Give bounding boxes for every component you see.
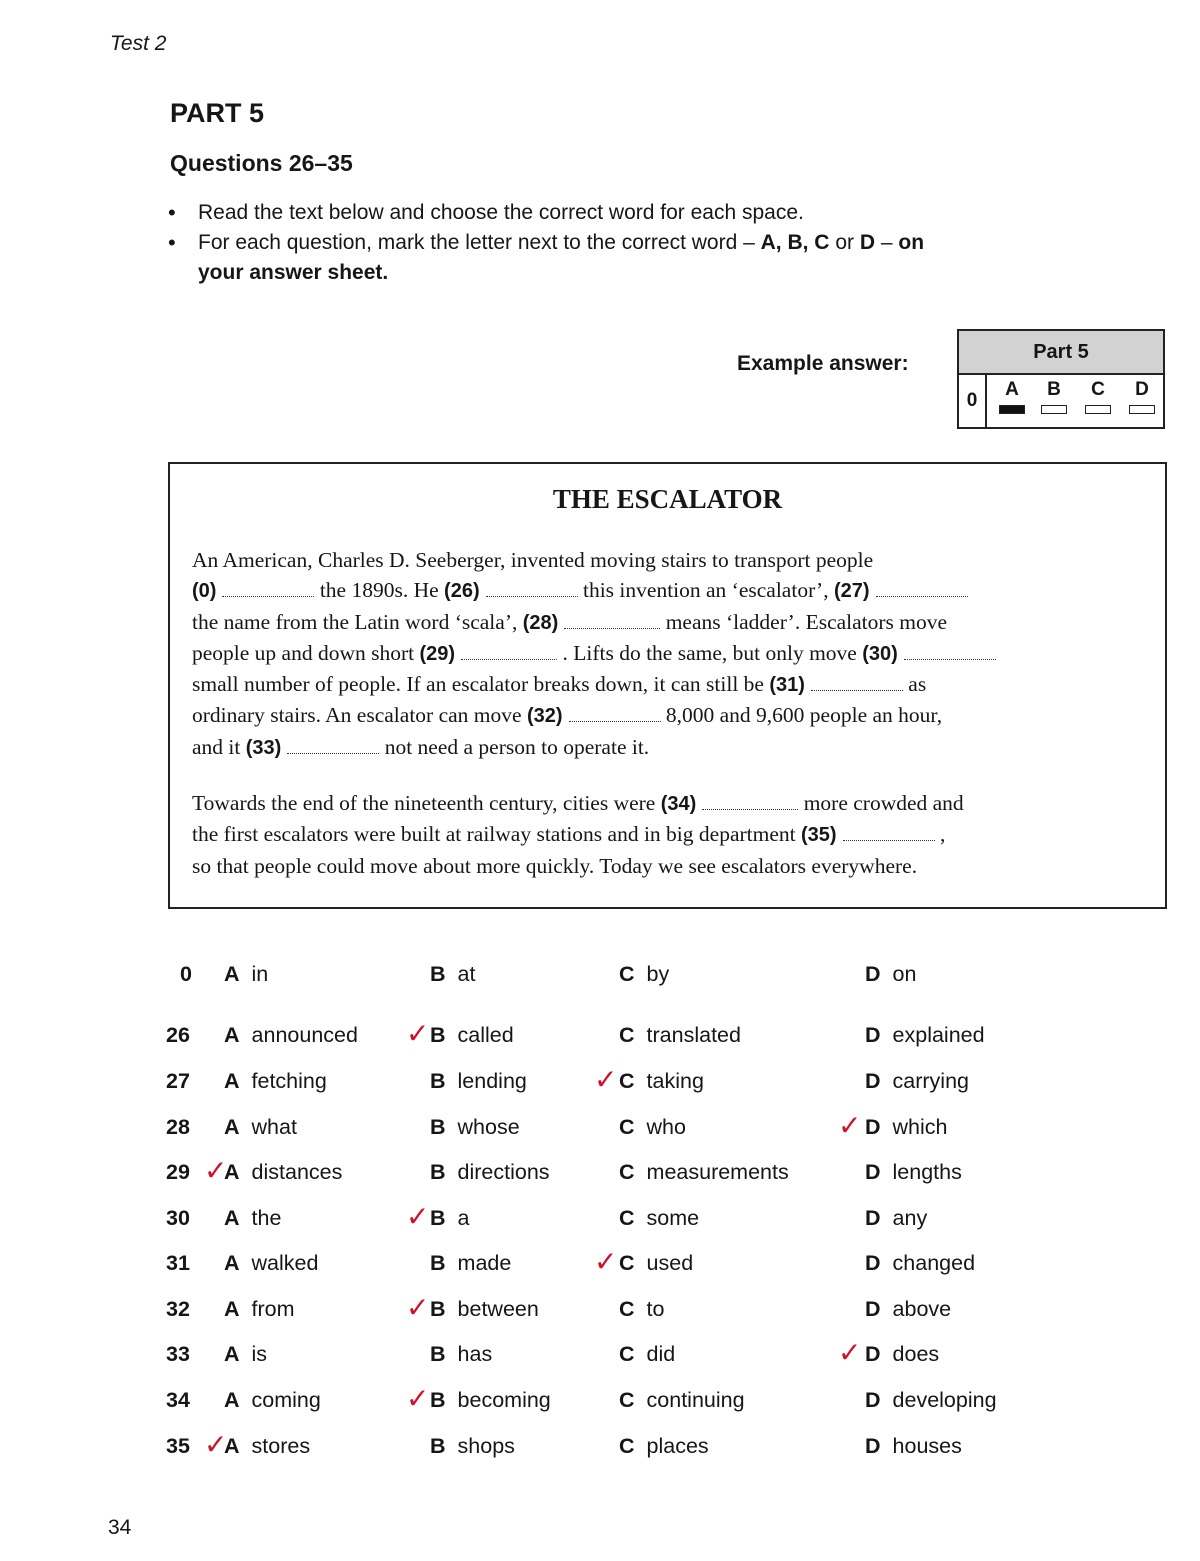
option-word: the [251,1206,282,1230]
option-letter: B [430,1434,446,1458]
passage-line [192,575,1122,606]
option-word: any [892,1206,928,1230]
passage-paragraph-2 [192,788,1122,881]
question-number: 33 [166,1342,190,1366]
passage-text: this invention an ‘escalator’, [577,578,834,603]
option-word: distances [251,1160,343,1184]
answer-row [0,1292,1200,1337]
answer-row [0,1155,1200,1200]
running-header: Test 2 [110,32,167,55]
part-title: PART 5 [170,98,265,128]
answer-gap [287,739,379,754]
answer-gap [222,582,314,597]
answer-option [430,1069,527,1094]
option-letter: D [865,1069,881,1093]
option-letter: C [619,962,635,986]
answer-option [430,1434,515,1459]
answer-option [224,1251,318,1276]
instruction-item: • For each question, mark the letter next to the correct word – A, B, C or D – on your answer sheet. [168,228,1048,288]
option-word: continuing [646,1388,745,1412]
answer-row [0,1429,1200,1474]
option-word: coming [251,1388,321,1412]
answer-option [430,1160,550,1185]
option-word: places [646,1434,709,1458]
passage-text: as [902,672,927,697]
answer-option [224,1206,281,1231]
option-letter: D [865,1297,881,1321]
option-letter: D [865,1206,881,1230]
passage-text: small number of people. If an escalator breaks down, it can still be [192,672,770,697]
answer-option [619,1388,745,1413]
answer-option [619,1115,686,1140]
option-letter: A [224,1251,240,1275]
passage-text: An American, Charles D. Seeberger, invented moving stairs to transport people [192,548,874,572]
passage-line [192,851,1122,881]
answer-gap [811,676,903,691]
answer-option [224,1297,295,1322]
passage-text: , [934,822,946,847]
example-option-c: C [1083,379,1113,414]
gap-number: (31) [769,674,805,697]
option-word: by [646,962,670,986]
option-word: stores [251,1434,311,1458]
example-option-a: A [997,379,1027,414]
answer-option [224,1434,310,1459]
answer-option [619,1251,693,1276]
answer-option [430,1388,551,1413]
answer-option [865,1160,962,1185]
answer-row [0,1383,1200,1428]
answer-row [0,1018,1200,1063]
option-word: explained [892,1023,985,1047]
gap-number: (27) [833,580,870,603]
passage-line [192,819,1122,850]
answer-option [619,962,669,987]
option-letter: A [224,1388,240,1412]
questions-title: Questions 26–35 [170,150,353,176]
answer-option [619,1160,789,1185]
option-word: who [646,1115,686,1139]
option-word: shops [457,1434,515,1458]
gap-number: (26) [444,580,480,603]
question-number: 0 [180,962,192,986]
option-letter: D [865,1115,881,1139]
answer-bubble [1041,405,1067,414]
answer-gap [843,826,935,841]
gap-number: (33) [245,736,282,759]
answer-gap [569,707,661,722]
option-letter: D [865,1388,881,1412]
passage-text: ordinary stairs. An escalator can move [192,703,527,728]
passage-text: and it [192,734,246,759]
question-number: 32 [166,1297,190,1321]
option-word: becoming [457,1388,551,1412]
answer-option [619,1069,704,1094]
option-word: taking [646,1069,704,1093]
example-option-b: B [1039,379,1069,414]
option-letter: C [619,1160,635,1184]
example-row-number: 0 [959,375,987,427]
option-letter: D [865,1434,881,1458]
answer-option [224,1160,342,1185]
option-word: is [251,1342,268,1366]
answer-option [224,962,268,987]
question-number: 26 [166,1023,190,1047]
answer-option [619,1023,741,1048]
answer-option [619,1434,709,1459]
option-word: some [646,1206,700,1230]
option-letter: A [224,1023,240,1047]
answer-option [430,1297,539,1322]
option-letter: D [865,962,881,986]
option-word: from [251,1297,295,1321]
option-letter: A [224,1115,240,1139]
answer-gap [904,645,996,660]
answer-option [619,1342,675,1367]
option-word: lengths [892,1160,962,1184]
example-box-title: Part 5 [959,331,1163,375]
option-word: on [892,962,917,986]
option-word: which [892,1115,948,1139]
passage-paragraph-1 [192,545,1122,763]
gap-number: (30) [862,642,898,665]
answer-row [0,962,1200,1002]
answer-option [224,1342,267,1367]
option-word: measurements [646,1160,789,1184]
answer-row [0,1064,1200,1109]
option-letter: A [224,1297,240,1321]
gap-number: (34) [660,793,697,815]
option-word: has [457,1342,493,1366]
option-letter: C [619,1069,635,1093]
red-check-icon: ✓ [406,1383,430,1414]
answer-option [865,1115,948,1140]
option-word: made [457,1251,512,1275]
answer-option [430,1342,492,1367]
option-word: developing [892,1388,997,1412]
passage-text: the 1890s. He [314,578,445,603]
answer-row [0,1337,1200,1382]
passage-line [192,607,1122,638]
option-letter: B [430,1069,446,1093]
question-number: 29 [166,1160,190,1184]
option-word: in [251,962,269,986]
option-letter: C [619,1115,635,1139]
option-letter: B [430,1206,446,1230]
gap-number: (35) [800,824,837,847]
question-number: 34 [166,1388,190,1412]
answer-bubble [999,405,1025,414]
option-letter: D [865,1023,881,1047]
option-letter: C [619,1206,635,1230]
option-letter: B [430,962,446,986]
example-option-d: D [1127,379,1157,414]
example-answer-label: Example answer: [737,352,909,375]
passage-line [192,788,1122,819]
question-number: 28 [166,1115,190,1139]
instructions-list [168,198,1048,288]
option-letter: A [224,1434,240,1458]
option-word: houses [892,1434,962,1458]
option-letter: C [619,1342,635,1366]
gap-number: (28) [522,611,559,634]
answer-gap [461,645,557,660]
option-word: fetching [251,1069,327,1093]
option-letter: C [619,1251,635,1275]
option-word: walked [251,1251,319,1275]
passage-text: more crowded and [798,791,964,815]
option-letter: B [430,1023,446,1047]
answer-bubble [1085,405,1111,414]
option-letter: A [224,1160,240,1184]
option-letter: B [430,1251,446,1275]
answer-option [865,1206,927,1231]
red-check-icon: ✓ [406,1292,430,1323]
option-word: did [646,1342,676,1366]
option-word: to [646,1297,665,1321]
answer-row [0,1201,1200,1246]
answer-gap [564,614,660,629]
red-check-icon: ✓ [406,1018,430,1049]
option-word: between [457,1297,539,1321]
answer-option [430,1206,470,1231]
passage-line [192,545,1122,575]
answer-option [430,1023,514,1048]
option-letter: A [224,1069,240,1093]
option-letter: B [430,1342,446,1366]
passage-text: . Lifts do the same, but only move [557,640,863,665]
option-word: called [457,1023,514,1047]
passage-line [192,732,1122,763]
passage-line [192,700,1122,731]
passage-text: Towards the end of the nineteenth century, cities were [192,791,661,815]
answer-option [619,1297,664,1322]
option-letter: B [430,1297,446,1321]
option-letter: D [865,1342,881,1366]
option-word: translated [646,1023,741,1047]
red-check-icon: ✓ [838,1110,862,1141]
option-word: whose [457,1115,520,1139]
answer-option [224,1388,321,1413]
answer-option [619,1206,699,1231]
passage-text: means ‘ladder’. Escalators move [660,609,948,634]
answer-gap [486,582,578,597]
answer-option [865,962,916,987]
question-number: 30 [166,1206,190,1230]
red-check-icon: ✓ [406,1201,430,1232]
passage-line [192,669,1122,700]
answer-option [224,1115,297,1140]
gap-number: (0) [192,580,217,603]
option-letter: B [430,1115,446,1139]
option-letter: A [224,1342,240,1366]
option-word: what [251,1115,297,1139]
answer-option [224,1069,327,1094]
option-word: carrying [892,1069,969,1093]
option-letter: C [619,1023,635,1047]
red-check-icon: ✓ [838,1337,862,1368]
answer-option [865,1342,939,1367]
answer-gap [702,795,798,810]
option-letter: D [865,1251,881,1275]
red-check-icon: ✓ [594,1246,618,1277]
option-word: above [892,1297,952,1321]
example-answer-box [957,329,1165,429]
gap-number: (29) [419,642,456,665]
answer-option [224,1023,358,1048]
option-letter: B [430,1160,446,1184]
option-letter: C [619,1297,635,1321]
option-word: announced [251,1023,358,1047]
answer-row [0,1110,1200,1155]
passage-line [192,638,1122,669]
passage-text: the name from the Latin word ‘scala’, [192,609,523,634]
answer-option [865,1069,969,1094]
option-letter: B [430,1388,446,1412]
answer-option [865,1434,962,1459]
option-letter: A [224,962,240,986]
red-check-icon: ✓ [594,1064,618,1095]
passage-title: THE ESCALATOR [552,484,783,514]
option-word: used [646,1251,694,1275]
option-letter: C [619,1388,635,1412]
option-word: does [892,1342,940,1366]
answer-option [865,1297,951,1322]
option-word: lending [457,1069,527,1093]
answer-option [865,1388,997,1413]
passage-text: so that people could move about more quickly. Today we see escalators everywhere. [192,853,918,878]
option-letter: A [224,1206,240,1230]
answer-row [0,1246,1200,1291]
red-check-icon: ✓ [204,1429,228,1460]
answer-bubble [1129,405,1155,414]
answer-option [430,1115,520,1140]
question-number: 35 [166,1434,190,1458]
option-word: a [457,1206,470,1230]
answer-option [865,1251,975,1276]
option-letter: C [619,1434,635,1458]
page-number: 34 [108,1516,132,1539]
passage-text: 8,000 and 9,600 people an hour, [660,703,943,728]
gap-number: (32) [526,705,563,728]
option-word: directions [457,1160,550,1184]
passage-text: the first escalators were built at railway stations and in big department [192,822,801,847]
passage-text: not need a person to operate it. [379,734,650,759]
option-word: at [457,962,476,986]
question-number: 31 [166,1251,190,1275]
instruction-item: • Read the text below and choose the correct word for each space. [168,198,1048,228]
option-word: changed [892,1251,976,1275]
option-letter: D [865,1160,881,1184]
answer-option [865,1023,985,1048]
answer-gap [876,582,968,597]
question-number: 27 [166,1069,190,1093]
red-check-icon: ✓ [204,1155,228,1186]
answer-option [430,962,475,987]
answer-option [430,1251,511,1276]
passage-text: people up and down short [192,640,420,665]
